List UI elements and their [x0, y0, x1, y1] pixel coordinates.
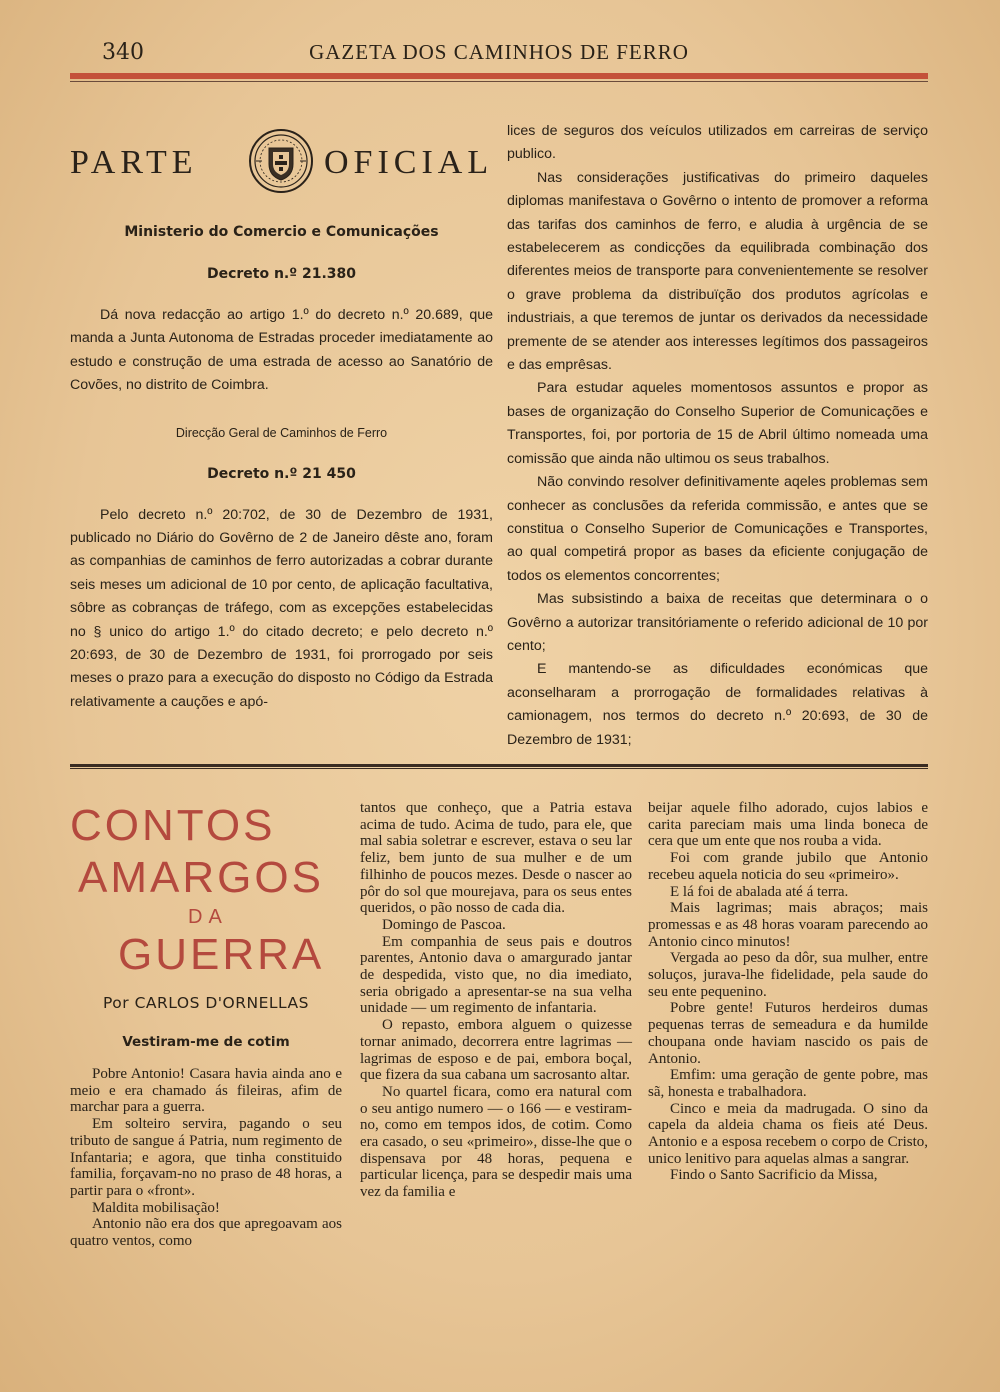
ministerio-heading: Ministerio do Comercio e Comunicações: [124, 224, 439, 240]
decreto-21450-heading: Decreto n.º 21 450: [207, 465, 356, 482]
paragraph: E mantendo-se as dificuldades económicas que aconselharam a prorrogação de formalidades relativas à camionagem, nos termos do decreto n.º 20:693, de 30 de Dezembro de 1931;: [507, 661, 928, 748]
heading-parte: PARTE: [70, 144, 198, 181]
paragraph: Em companhia de seus pais e doutros parentes, Antonio dava o amargurado jantar de despedida, visto que, no dia imediato, seria obrigado a apresentar-se na sua velha unidade — um regimento de infantaria.: [360, 933, 632, 1017]
story-title-amargos: AMARGOS: [78, 853, 324, 902]
story-subtitle: Vestiram-me de cotim: [122, 1034, 290, 1050]
paragraph: E lá foi de abalada até á terra.: [670, 883, 849, 900]
paragraph: O repasto, embora alguem o quizesse tornar animado, decorrera entre lagrimas — lagrimas de esposo e de pai, embora boçal, que fizera da sua cabana um sacrosanto altar.: [360, 1017, 632, 1084]
paragraph: Foi com grande jubilo que Antonio recebeu aquela noticia do seu «primeiro».: [648, 850, 928, 883]
header-red-rule: [70, 73, 928, 79]
parte-oficial-heading: [70, 120, 493, 202]
direcao-heading: Direcção Geral de Caminhos de Ferro: [175, 425, 388, 440]
paragraph: Vergada ao peso da dôr, sua mulher, entre soluços, jurava-lhe fidelidade, pela saude do seu ente pequenino.: [648, 950, 928, 1000]
contos-column-1: [70, 800, 342, 1250]
header-thin-rule: [70, 81, 928, 82]
page-header: [70, 38, 928, 72]
paragraph: Maldita mobilisação!: [92, 1199, 220, 1216]
paragraph: Para estudar aqueles momentosos assuntos e propor as bases de organização do Conselho Superior de Comunicações e Transportes, foi, por portoria de 15 de Abril último nomeada uma comissão que ainda não ultimou os seus trabalhos.: [507, 380, 928, 467]
paragraph: Não convindo resolver definitivamente aqeles problemas sem conhecer as conclusões da referida commissão, e antes que se constitua o Conselho Superior de Comunicações e Transportes, ao qual competirá propor as bases da eficiente conjugação de todos os elementos concorrentes;: [507, 474, 928, 584]
page-number: 340: [102, 40, 144, 65]
paragraph: Nas considerações justificativas do primeiro daqueles diplomas manifestava o Govêrno o intento de promover a reforma das tarifas dos caminhos de ferro, e aludia à urgência de se estabelecerem as condicções da equilibrada combinação dos diferentes meios de transporte para convenientemente se resolver o grave problema da distribuïção dos produtos agrícolas e industriais, a que teremos de juntar os derivados da necessidade premente de se atender aos interesses legítimos dos passageiros e das emprêsas.: [507, 169, 928, 374]
paragraph: Domingo de Pascoa.: [382, 916, 506, 933]
paragraph: Antonio não era dos que apregoavam aos quatro ventos, como: [70, 1216, 342, 1250]
paragraph: Pobre gente! Futuros herdeiros dumas pequenas terras de semeadura e da humilde choupana onde haviam nascido os pais de Antonio.: [648, 1000, 928, 1067]
portuguese-crest-icon: [248, 128, 314, 194]
paragraph: Cinco e meia da madrugada. O sino da capela da aldeia chama os fieis até Deus. Antonio e a esposa recebem o corpo de Cristo, unico lenitivo para aquelas almas a sangrar.: [648, 1100, 928, 1167]
oficial-left-column: [70, 120, 493, 714]
story-title-contos: CONTOS: [70, 801, 276, 850]
section-divider: [70, 764, 928, 769]
paragraph: Pobre Antonio! Casara havia ainda ano e meio e era chamado ás fileiras, afim de marchar para a guerra.: [70, 1066, 342, 1116]
decreto-21450-text: Pelo decreto n.º 20:702, de 30 de Dezembro de 1931, publicado no Diário do Govêrno de 2 de Janeiro dêste ano, foram as companhias de caminhos de ferro autorizadas a cobrar durante seis meses um adicional de 10 por cento, de aplicação facultativa, sôbre as cobranças de tráfego, com as excepções estabelecidas no § unico do artigo 1.º do citado decreto; e pelo decreto n.º 20:693, de 30 de Dezembro de 1931, foi prorrogado por seis meses o prazo para a execução do disposto no Código da Estrada relativamente a cauções e apó-: [70, 506, 493, 710]
paragraph: lices de seguros dos veículos utilizados em carreiras de serviço publico.: [507, 123, 928, 163]
contos-column-2: [360, 800, 632, 1201]
decreto-21380-heading: Decreto n.º 21.380: [206, 266, 357, 282]
story-title-guerra: GUERRA: [118, 930, 325, 979]
paragraph: Em solteiro servira, pagando o seu tributo de sangue á Patria, num regimento de Infantaria; e agora, que tinha constituido familia, forçavam-no no praso de 48 horas, a partir para o «front».: [70, 1116, 342, 1199]
paragraph: tantos que conheço, que a Patria estava acima de tudo. Acima de tudo, para ele, que mal sabia soletrar e escrever, estava o seu lar feliz, bem junto de sua mulher e de um filhinho de poucos mezes. Desde o nascer ao pôr do sol que mourejava, para os seus entes queridos, o pão nosso de cada dia.: [360, 800, 632, 917]
paragraph: Emfim: uma geração de gente pobre, mas sã, honesta e trabalhadora.: [648, 1067, 928, 1100]
contos-column-3: [648, 800, 928, 1184]
paragraph: No quartel ficara, como era natural com o seu antigo numero — o 166 — e vestiram-no, como em tempos idos, de cotim. Como era casado, o seu «primeiro», disse-lhe que o dispensava por 48 horas, pequena e particular licença, para se despedir mais uma vez da familia e: [360, 1083, 632, 1201]
paragraph: Mais lagrimas; mais abraços; mais promessas e as 48 horas voaram parecendo ao Antonio cinco minutos!: [648, 900, 928, 950]
publication-title: GAZETA DOS CAMINHOS DE FERRO: [309, 40, 689, 64]
story-byline: Por CARLOS D'ORNELLAS: [103, 994, 309, 1012]
paragraph: Findo o Santo Sacrificio da Missa,: [670, 1167, 878, 1184]
story-title-da: DA: [188, 906, 228, 928]
paragraph: Mas subsistindo a baixa de receitas que determinara o o Govêrno a autorizar transitóriamente o referido adicional de 10 por cento;: [507, 591, 928, 654]
oficial-right-column: [507, 120, 928, 752]
heading-oficial: OFICIAL: [324, 144, 494, 181]
decreto-21380-text: Dá nova redacção ao artigo 1.º do decreto n.º 20.689, que manda a Junta Autonoma de Estradas proceder imediatamente ao estudo e construção de uma estrada de acesso ao Sanatório de Covões, no distrito de Coimbra.: [70, 307, 493, 394]
col1-body: [70, 1066, 342, 1250]
paragraph: beijar aquele filho adorado, cujos labios e carita pareciam mais uma linda boneca de cera que um ente que nos rouba a vida.: [648, 800, 928, 850]
